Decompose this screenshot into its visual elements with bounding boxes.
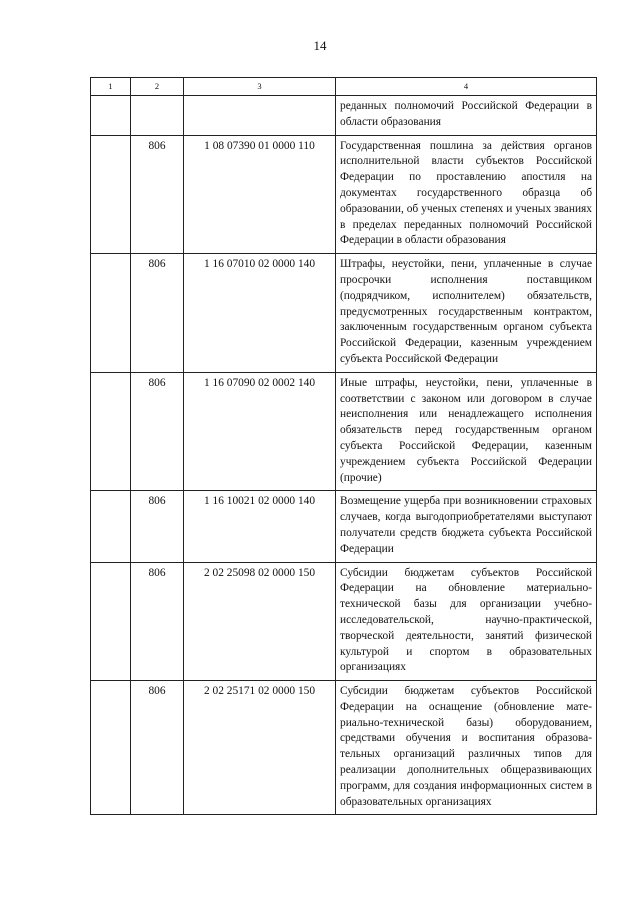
empty-cell: [91, 491, 131, 562]
admin-code-cell: 806: [131, 562, 184, 681]
table-row: [91, 135, 597, 254]
empty-cell: [91, 681, 131, 815]
table-row: [91, 681, 597, 815]
column-header-3: 3: [184, 78, 336, 96]
admin-code-cell: 806: [131, 254, 184, 373]
description-cell: Государственная пошлина за действия органов исполнительной власти субъектов Российской Федерации по проставлению апостиля на документах государственного образца об образовании, об ученых степенях и ученых званиях в пределах переданных полномочий Российской Федерации в области образования: [336, 135, 597, 254]
column-header-1: 1: [91, 78, 131, 96]
description-cell: Иные штрафы, неустойки, пени, уплаченные в соответствии с законом или договором в случае неисполнения или ненадлежащего исполнения обязательств перед государственным органом субъекта Российской Федерации, казенным учреждением субъекта Российской Федерации (прочие): [336, 372, 597, 491]
empty-cell: [91, 372, 131, 491]
revenue-code-cell: 1 16 10021 02 0000 140: [184, 491, 336, 562]
revenue-code-cell: 2 02 25171 02 0000 150: [184, 681, 336, 815]
table-row: [91, 372, 597, 491]
description-cell: Субсидии бюджетам субъектов Российской Федерации на оснащение (обновление материально-технической базы) оборудованием, средствами обучения и воспитания образовательных организаций различных типов для реализации дополнительных общеразвивающих программ, для создания информационных систем в образовательных организациях: [336, 681, 597, 815]
admin-code-cell: 806: [131, 681, 184, 815]
description-cell: Возмещение ущерба при возникновении страховых случаев, когда выгодоприобретателями выступают получатели средств бюджета субъекта Российской Федерации: [336, 491, 597, 562]
table-row: [91, 491, 597, 562]
table-header-row: [91, 78, 597, 96]
empty-cell: [91, 562, 131, 681]
admin-code-cell: [131, 96, 184, 136]
description-cell: Штрафы, неустойки, пени, уплаченные в случае просрочки исполнения поставщиком (подрядчиком, исполнителем) обязательств, предусмотренных государственным контрактом, заключенным государственным органом субъекта Российской Федерации, казенным учреждением субъекта Российской Федерации: [336, 254, 597, 373]
admin-code-cell: 806: [131, 372, 184, 491]
revenue-code-cell: 1 16 07090 02 0002 140: [184, 372, 336, 491]
admin-code-cell: 806: [131, 135, 184, 254]
description-cell: реданных полномочий Российской Федерации в области образования: [336, 96, 597, 136]
revenue-code-cell: [184, 96, 336, 136]
empty-cell: [91, 135, 131, 254]
description-cell: Субсидии бюджетам субъектов Российской Федерации на обновление материально-технической базы для организации учебно-исследовательской, научно-практической, творческой деятельности, занятий физической культурой и спортом в образовательных организациях: [336, 562, 597, 681]
table-row: [91, 562, 597, 681]
empty-cell: [91, 96, 131, 136]
revenue-code-cell: 2 02 25098 02 0000 150: [184, 562, 336, 681]
page-number: 14: [313, 38, 327, 53]
column-header-4: 4: [336, 78, 597, 96]
table-row: [91, 254, 597, 373]
column-header-2: 2: [131, 78, 184, 96]
revenue-code-cell: 1 16 07010 02 0000 140: [184, 254, 336, 373]
admin-code-cell: 806: [131, 491, 184, 562]
revenue-code-cell: 1 08 07390 01 0000 110: [184, 135, 336, 254]
revenue-codes-table: [90, 77, 597, 815]
table-row: [91, 96, 597, 136]
empty-cell: [91, 254, 131, 373]
